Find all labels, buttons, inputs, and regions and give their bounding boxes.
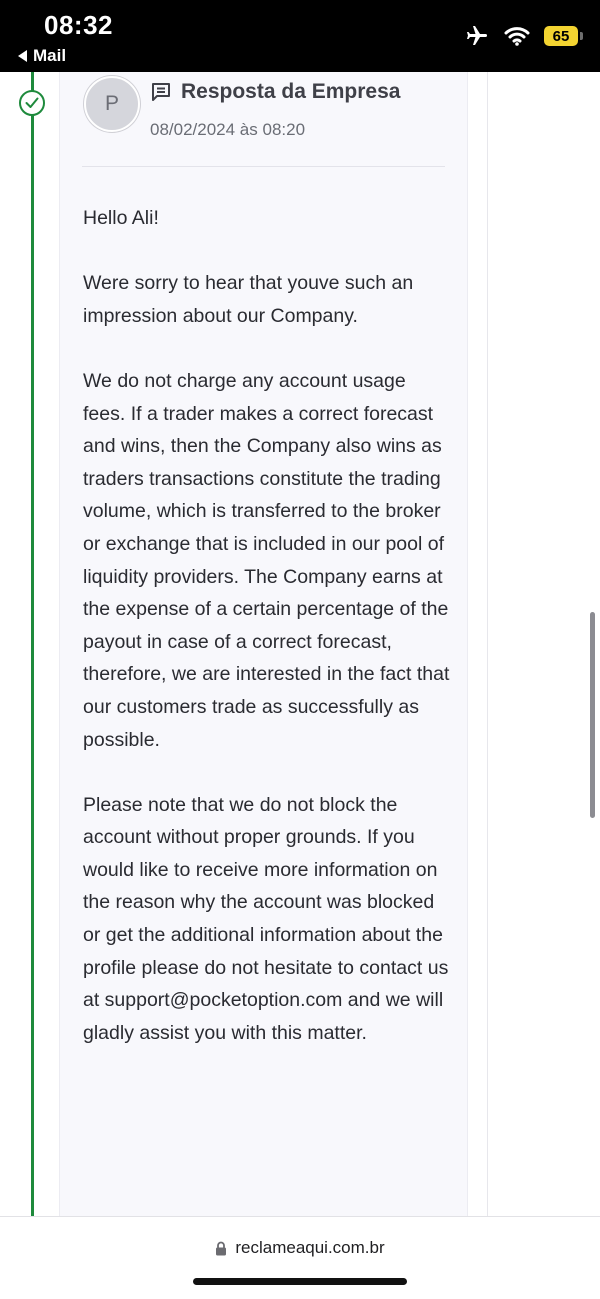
home-indicator[interactable]: [193, 1278, 407, 1285]
battery-icon: [544, 26, 578, 46]
back-arrow-icon: [18, 50, 27, 62]
status-icons: [464, 24, 578, 48]
scrollbar[interactable]: [590, 612, 595, 818]
response-date: 08/02/2024 às 08:20: [150, 120, 306, 139]
wifi-icon: [504, 26, 530, 46]
battery-level: 65: [552, 27, 570, 45]
message-paragraph: Please note that we do not block the account without proper grounds. If you would like to receive more information on the reason why the account was blocked or get the additional information about the profile please do not hesitate to contact us at support@pocketoption.com and we will gladly assist you with this matter.: [83, 793, 449, 1044]
lock-icon: [215, 1241, 227, 1256]
back-to-mail-button[interactable]: [18, 46, 66, 66]
avatar: P: [84, 76, 140, 132]
message-paragraph: Were sorry to hear that youve such an impression about our Company.: [83, 272, 414, 327]
airplane-icon: [464, 24, 490, 48]
url-display[interactable]: [0, 1238, 600, 1258]
card-title-text: Resposta da Empresa: [181, 80, 401, 103]
message-paragraph: We do not charge any account usage fees. If a trader makes a correct forecast and wins, then the Company also wins as traders transactions constitute the trading volume, which is transferred to the broker or exchange that is included in our pool of liquidity providers. The Company earns at the expense of a certain percentage of the payout in case of a correct forecast, therefore, we are interested in the fact that our customers trade as successfully as possible.: [83, 369, 450, 751]
status-bar: [0, 0, 600, 72]
timeline-line: [31, 72, 34, 1216]
url-text: reclameaqui.com.br: [235, 1238, 385, 1257]
divider: [82, 166, 445, 167]
column-divider: [487, 72, 488, 1216]
response-message: [83, 202, 451, 1082]
message-icon: [150, 81, 172, 103]
card-title: [150, 80, 400, 104]
page-content[interactable]: [0, 72, 600, 1216]
back-label: Mail: [33, 46, 67, 65]
browser-url-bar[interactable]: [0, 1216, 600, 1299]
message-paragraph: Hello Ali!: [83, 207, 159, 229]
status-time: 08:32: [44, 10, 113, 40]
check-circle-icon: [19, 90, 45, 116]
company-response-card: [59, 72, 468, 1216]
